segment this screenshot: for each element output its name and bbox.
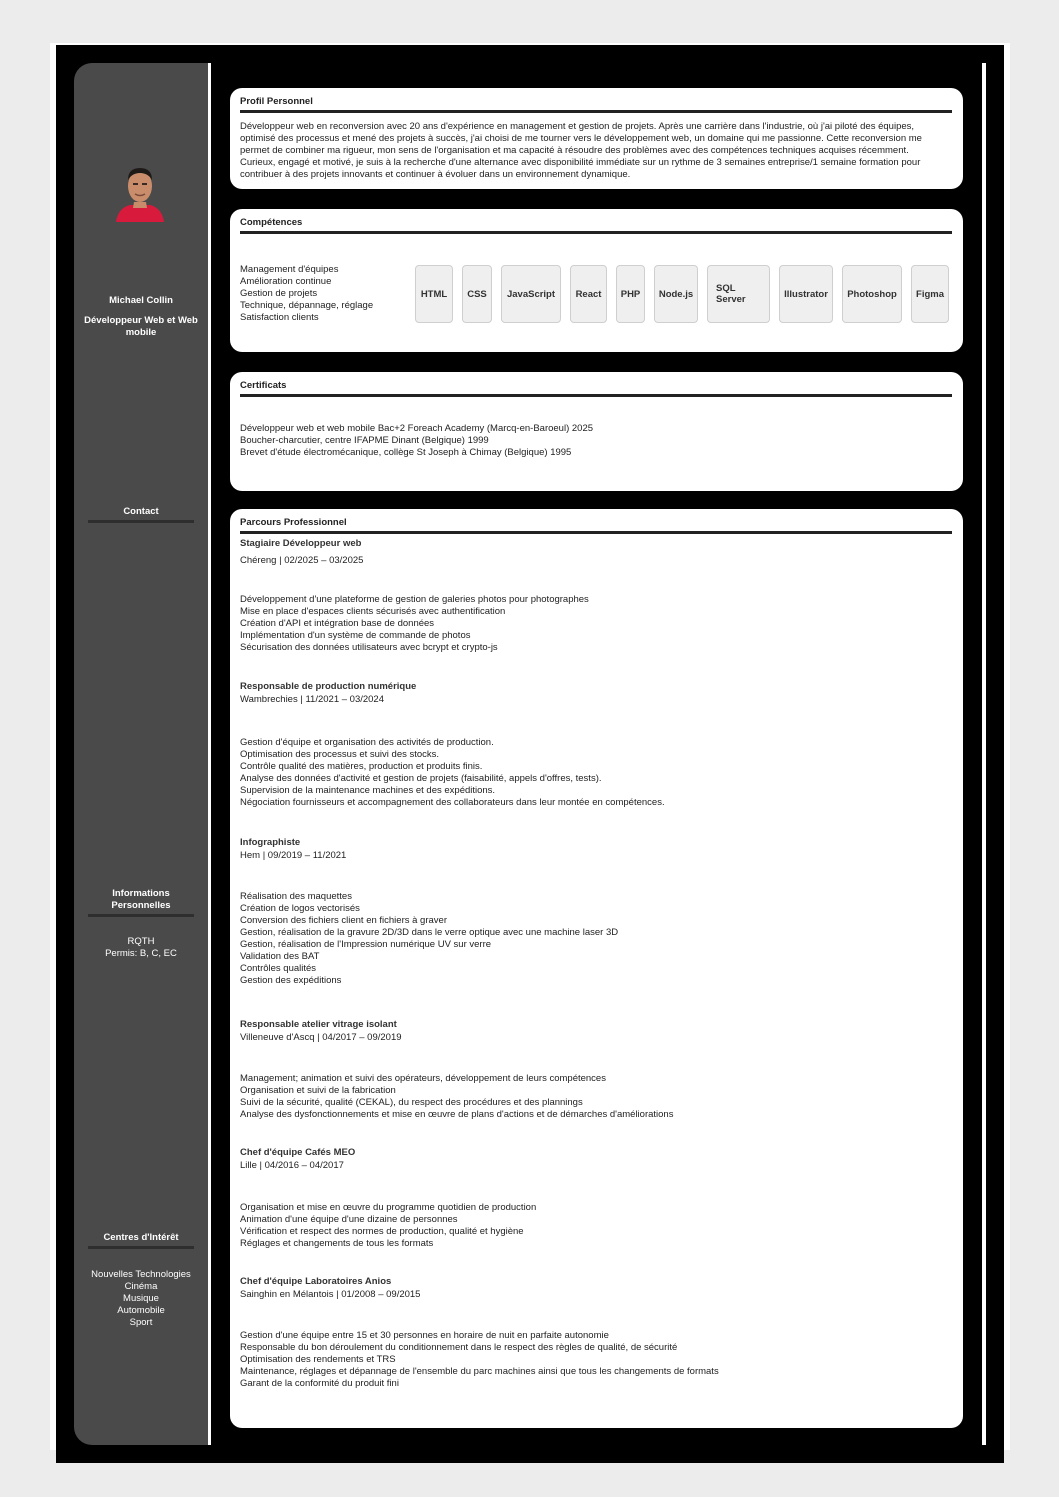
job-task: Validation des BAT: [240, 951, 320, 962]
job-tasks: [240, 594, 952, 654]
job-task: Suivi de la sécurité, qualité (CEKAL), du respect des procédures et des plannings: [240, 1097, 583, 1108]
job-task: Sécurisation des données utilisateurs avec bcrypt et crypto-js: [240, 642, 498, 653]
interest-item: Musique: [123, 1293, 159, 1304]
interest-item: Nouvelles Technologies: [91, 1269, 191, 1280]
profile-line: Curieux, engagé et motivé, je suis à la recherche d'une alternance avec disponibilité immédiate sur un rythme de 3 semaines entreprise/1 semaine formation pour: [240, 157, 921, 168]
job-task: Animation d'une équipe d'une dizaine de personnes: [240, 1214, 458, 1225]
job-tasks: [240, 737, 952, 809]
job-title: Responsable atelier vitrage isolant: [240, 1019, 397, 1030]
certificate-item: Brevet d'étude électromécanique, collège St Joseph à Chimay (Belgique) 1995: [240, 447, 572, 458]
skill-chip-react: React: [570, 265, 607, 323]
soft-skills-list: [240, 264, 373, 324]
soft-skill: Gestion de projets: [240, 288, 318, 299]
skill-chip-illustrator: Illustrator: [779, 265, 833, 323]
soft-skill: Management d'équipes: [240, 264, 339, 275]
certificate-item: Développeur web et web mobile Bac+2 Foreach Academy (Marcq-en-Baroeul) 2025: [240, 423, 594, 434]
info-item: RQTH: [127, 936, 155, 947]
job-task: Garant de la conformité du produit fini: [240, 1378, 399, 1389]
interest-item: Automobile: [117, 1305, 165, 1316]
tech-skills: [415, 265, 949, 323]
certificates-title: Certificats: [240, 380, 952, 397]
job-task: Conversion des fichiers client en fichiers à graver: [240, 915, 447, 926]
profile-text: [240, 121, 952, 181]
sidebar-job-title: Développeur Web et Web mobile: [84, 315, 198, 338]
profile-line: Développeur web en reconversion avec 20 ans d'expérience en management et gestion de projets. Après une carrière dans l'industrie, où j'ai piloté des équipes,: [240, 121, 915, 132]
profile-line: permet de combiner ma rigueur, mon sens de l'organisation et ma capacité à résoudre des problèmes avec des compétences techniques acquises récemment.: [240, 145, 909, 156]
interests-list: [74, 1269, 208, 1329]
interests-heading: Centres d'Intérêt: [88, 1232, 194, 1249]
info-list: [74, 936, 208, 960]
profile-card: [230, 88, 963, 189]
skill-chip-photoshop: Photoshop: [842, 265, 902, 323]
skill-chip-javascript: JavaScript: [501, 265, 561, 323]
job-task: Analyse des données d'activité et gestion de projets (faisabilité, appels d'offres, tests).: [240, 773, 602, 784]
job-tasks: [240, 1073, 952, 1121]
soft-skill: Technique, dépannage, réglage: [240, 300, 374, 311]
skill-chip-figma: Figma: [911, 265, 949, 323]
skill-chip-html: HTML: [415, 265, 453, 323]
job-task: Responsable du bon déroulement du conditionnement dans le respect des règles de qualité, de sécurité: [240, 1342, 678, 1353]
job-task: Création de logos vectorisés: [240, 903, 360, 914]
sidebar-name: Michael Collin: [109, 295, 173, 306]
sidebar: [74, 63, 208, 1445]
job-task: Réalisation des maquettes: [240, 891, 352, 902]
avatar: [114, 158, 166, 222]
job-task: Organisation et suivi de la fabrication: [240, 1085, 396, 1096]
job-task: Gestion, réalisation de l'Impression numérique UV sur verre: [240, 939, 492, 950]
soft-skill: Satisfaction clients: [240, 312, 319, 323]
job-meta: Hem | 09/2019 – 11/2021: [240, 850, 347, 861]
job-task: Gestion des expéditions: [240, 975, 342, 986]
job-task: Supervision de la maintenance machines et des expéditions.: [240, 785, 496, 796]
job-tasks: [240, 1202, 952, 1250]
job-task: Gestion, réalisation de la gravure 2D/3D dans le verre optique avec une machine laser 3D: [240, 927, 619, 938]
job-task: Mise en place d'espaces clients sécurisés avec authentification: [240, 606, 506, 617]
info-item: Permis: B, C, EC: [105, 948, 177, 959]
job-title: Chef d'équipe Laboratoires Anios: [240, 1276, 392, 1287]
info-heading: Informations Personnelles: [88, 888, 194, 917]
certificates-list: [240, 423, 952, 459]
skill-chip-css: CSS: [462, 265, 492, 323]
job-task: Développement d'une plateforme de gestion de galeries photos pour photographes: [240, 594, 589, 605]
job-task: Implémentation d'un système de commande de photos: [240, 630, 471, 641]
experience-title: Parcours Professionnel: [240, 517, 952, 534]
job-meta: Lille | 04/2016 – 04/2017: [240, 1160, 344, 1171]
certificate-item: Boucher-charcutier, centre IFAPME Dinant (Belgique) 1999: [240, 435, 489, 446]
job-task: Maintenance, réglages et dépannage de l'ensemble du parc machines ainsi que tous les changements de formats: [240, 1366, 719, 1377]
job-title: Infographiste: [240, 837, 301, 848]
job-task: Contrôle qualité des matières, production et produits finis.: [240, 761, 483, 772]
job-task: Vérification et respect des normes de production, qualité et hygiène: [240, 1226, 524, 1237]
profile-line: contribuer à des projets innovants et continuer à évoluer dans un environnement dynamique.: [240, 169, 631, 180]
job-tasks: [240, 891, 952, 987]
certificates-card: [230, 372, 963, 491]
job-task: Optimisation des processus et suivi des stocks.: [240, 749, 440, 760]
job-meta: Chéreng | 02/2025 – 03/2025: [240, 555, 364, 566]
skill-chip-sqlserver: SQL Server: [707, 265, 770, 323]
job-title: Responsable de production numérique: [240, 681, 417, 692]
job-task: Gestion d'une équipe entre 15 et 30 personnes en horaire de nuit en parfaite autonomie: [240, 1330, 609, 1341]
job-meta: Sainghin en Mélantois | 01/2008 – 09/2015: [240, 1289, 421, 1300]
job-task: Création d'API et intégration base de données: [240, 618, 435, 629]
soft-skill: Amélioration continue: [240, 276, 332, 287]
skill-chip-nodejs: Node.js: [654, 265, 698, 323]
right-divider: [982, 63, 986, 1445]
job-task: Management; animation et suivi des opérateurs, développement de leurs compétences: [240, 1073, 606, 1084]
skills-card: [230, 209, 963, 352]
job-task: Gestion d'équipe et organisation des activités de production.: [240, 737, 494, 748]
job-task: Analyse des dysfonctionnements et mise en œuvre de plans d'actions et de démarches d'améliorations: [240, 1109, 674, 1120]
skills-title: Compétences: [240, 217, 952, 234]
job-task: Réglages et changements de tous les formats: [240, 1238, 434, 1249]
job-task: Contrôles qualités: [240, 963, 317, 974]
skill-chip-php: PHP: [616, 265, 645, 323]
contact-heading: Contact: [88, 506, 194, 523]
profile-line: optimisé des processus et mené des projets à succès, j'ai choisi de me tourner vers le développement web, un domaine qui me passionne. Cette reconversion me: [240, 133, 922, 144]
job-meta: Wambrechies | 11/2021 – 03/2024: [240, 694, 385, 705]
job-title: Stagiaire Développeur web: [240, 538, 362, 549]
job-tasks: [240, 1330, 952, 1390]
experience-card: [230, 509, 963, 1428]
profile-title: Profil Personnel: [240, 96, 952, 113]
job-task: Négociation fournisseurs et accompagnement des collaborateurs dans leur montée en compétences.: [240, 797, 665, 808]
interest-item: Sport: [129, 1317, 153, 1328]
job-meta: Villeneuve d'Ascq | 04/2017 – 09/2019: [240, 1032, 402, 1043]
job-title: Chef d'équipe Cafés MEO: [240, 1147, 356, 1158]
interest-item: Cinéma: [124, 1281, 158, 1292]
job-task: Organisation et mise en œuvre du programme quotidien de production: [240, 1202, 537, 1213]
job-task: Optimisation des rendements et TRS: [240, 1354, 396, 1365]
